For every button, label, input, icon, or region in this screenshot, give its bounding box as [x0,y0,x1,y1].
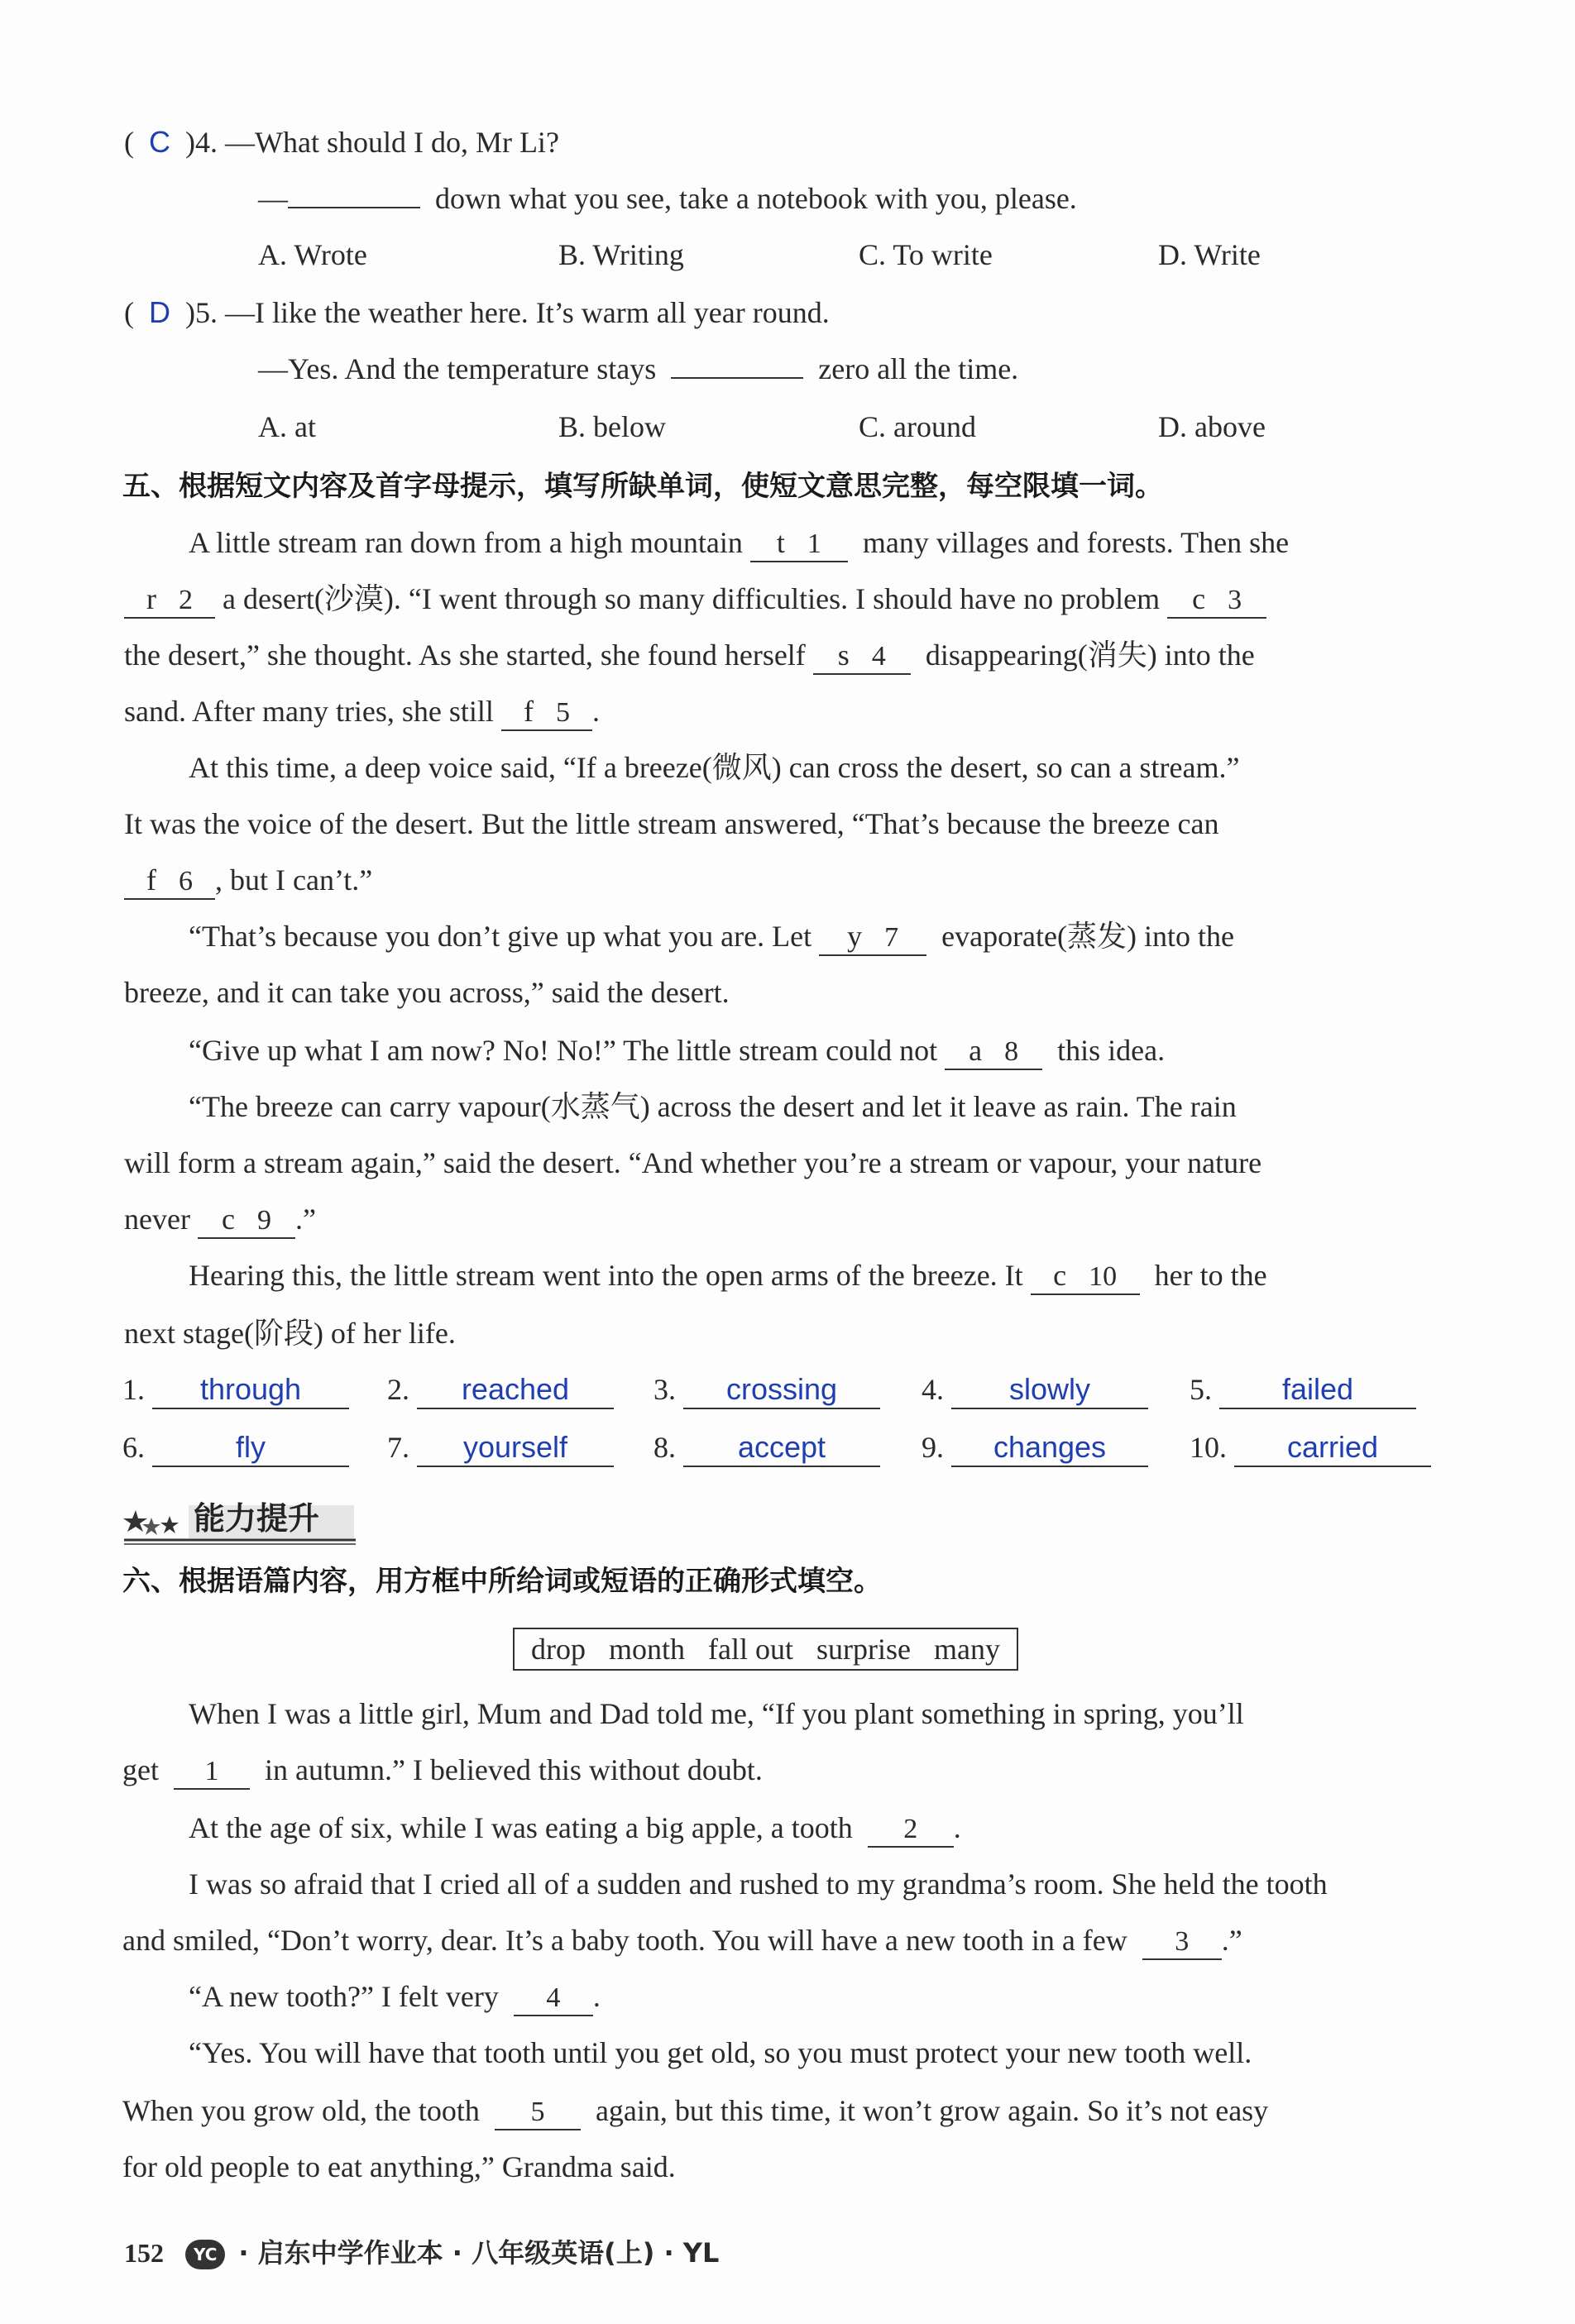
option-d: D. above [1158,410,1266,443]
answer-field: yourself [417,1429,614,1467]
footer-title: · 启东中学作业本 · 八年级英语(上) · YL [238,2237,720,2269]
answer-field: failed [1219,1371,1416,1409]
passage-line: At the age of six, while I was eating a big apple, a tooth 2 . [189,1808,961,1848]
option-c: C. To write [859,238,993,271]
answer-row-2: 6. fly 7. yourself 8. accept 9. changes 10. carried [122,1427,1446,1477]
passage-line: “Give up what I am now? No! No!” The little stream could not a 8 this idea. [189,1030,1165,1070]
passage-line: It was the voice of the desert. But the little stream answered, “That’s because the breeze can [124,807,1219,840]
passage-line: sand. After many tries, she still f 5 . [124,691,600,731]
option-a: A. Wrote [258,238,367,271]
question-5: ( D )5. —I like the weather here. It’s warm all year round. [124,295,830,329]
fill-blank [671,377,803,379]
answer-field: changes [951,1429,1148,1467]
passage-line: get 1 in autumn.” I believed this without doubt. [122,1750,763,1790]
passage-line: never c 9 .” [124,1199,316,1239]
section-6-title: 六、根据语篇内容，用方框中所给词或短语的正确形式填空。 [122,1565,882,1598]
passage-line: When I was a little girl, Mum and Dad told me, “If you plant something in spring, you’ll [189,1697,1244,1730]
page-number: 152 [124,2238,164,2268]
passage-line: “That’s because you don’t give up what you are. Let y 7 evaporate(蒸发) into the [189,916,1234,956]
passage-line: the desert,” she thought. As she started, she found herself s 4 disappearing(消失) into the [124,635,1255,675]
passage-line: “Yes. You will have that tooth until you get old, so you must protect your new tooth well. [189,2036,1252,2069]
passage-line: for old people to eat anything,” Grandma said. [122,2150,676,2183]
answer-field: through [152,1371,349,1409]
answer-field: slowly [951,1371,1148,1409]
answer-field: reached [417,1371,614,1409]
option-c: C. around [859,410,976,443]
answer-row-1: 1. through 2. reached 3. crossing 4. slowly 5. failed [122,1370,1446,1419]
fill-blank [288,207,420,208]
passage-line: r 2 a desert(沙漠). “I went through so many difficulties. I should have no problem c 3 [124,579,1266,619]
passage-line: “The breeze can carry vapour(水蒸气) across the desert and let it leave as rain. The rain [189,1090,1237,1123]
word-box: drop month fall out surprise many [513,1628,1018,1671]
passage-line: and smiled, “Don’t worry, dear. It’s a baby tooth. You will have a new tooth in a few 3 .” [122,1920,1242,1960]
option-a: A. at [258,410,316,443]
page-footer [124,2233,719,2273]
passage-line: breeze, and it can take you across,” said the desert. [124,976,730,1009]
option-b: B. Writing [558,238,684,271]
option-b: B. below [558,410,666,443]
passage-line: “A new tooth?” I felt very 4 . [189,1977,601,2016]
question-4: ( C )4. —What should I do, Mr Li? [124,125,559,159]
passage-line: f 6 , but I can’t.” [124,860,372,900]
answer-field: accept [683,1429,880,1467]
question-5-line2: —Yes. And the temperature stays zero all the time. [258,352,1019,385]
answer-choice: D [149,295,170,329]
passage-line: Hearing this, the little stream went into the open arms of the breeze. It c 10 her to the [189,1255,1267,1295]
answer-choice: C [149,125,170,159]
passage-line: At this time, a deep voice said, “If a breeze(微风) can cross the desert, so can a stream.” [189,751,1240,784]
section-5-title: 五、根据短文内容及首字母提示，填写所缺单词，使短文意思完整，每空限填一词。 [122,470,1163,503]
passage-line: next stage(阶段) of her life. [124,1317,456,1350]
option-d: D. Write [1158,238,1261,271]
answer-field: fly [152,1429,349,1467]
answer-field: carried [1234,1429,1431,1467]
passage-line: I was so afraid that I cried all of a sudden and rushed to my grandma’s room. She held the tooth [189,1867,1328,1901]
passage-line: When you grow old, the tooth 5 again, but this time, it won’t grow again. So it’s not easy [122,2091,1268,2130]
question-4-line2: — down what you see, take a notebook with you, please. [258,182,1077,215]
passage-line: A little stream ran down from a high mountain t 1 many villages and forests. Then she [189,523,1289,562]
publisher-logo-icon: YC [185,2240,225,2269]
passage-line: will form a stream again,” said the desert. “And whether you’re a stream or vapour, your nature [124,1146,1262,1179]
answer-field: crossing [683,1371,880,1409]
ability-banner: 能力提升 [116,1489,364,1547]
